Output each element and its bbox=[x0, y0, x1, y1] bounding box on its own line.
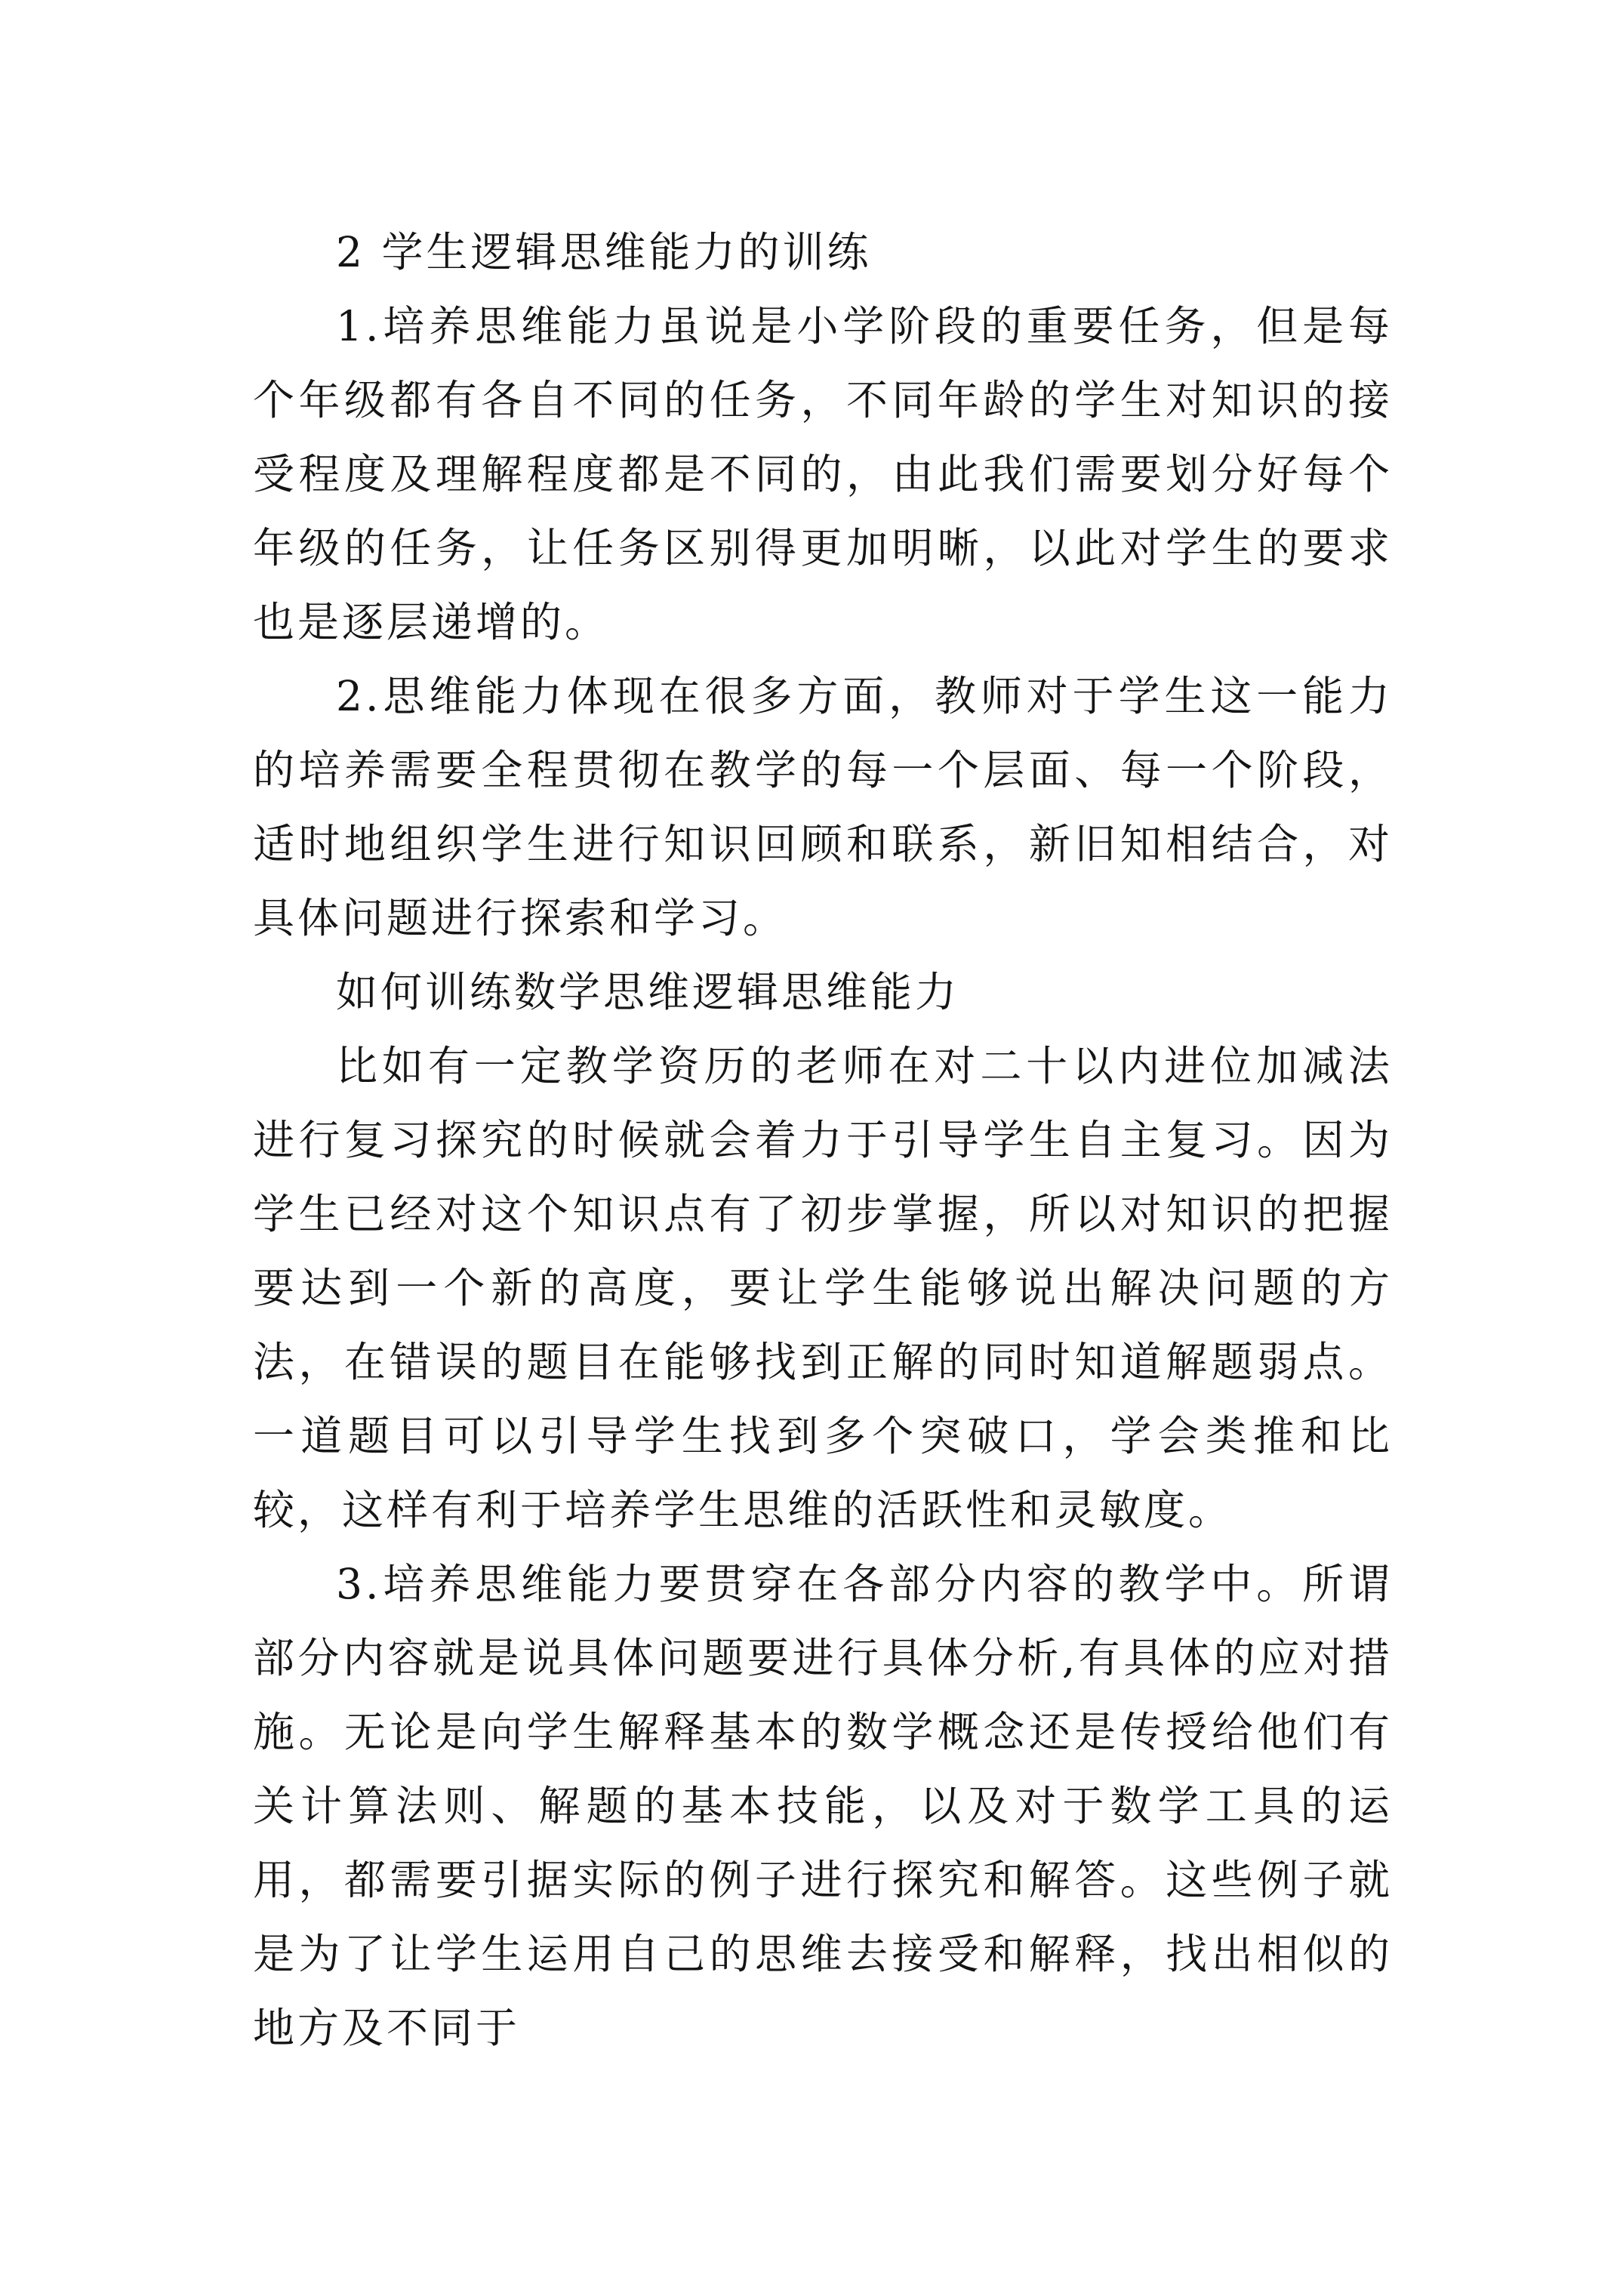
document-body bbox=[253, 215, 1393, 2065]
paragraph-point-2: 2.思维能力体现在很多方面，教师对于学生这一能力的培养需要全程贯彻在教学的每一个层面、每一个阶段，适时地组织学生进行知识回顾和联系，新旧知相结合，对具体问题进行探索和学习。 bbox=[253, 672, 1393, 942]
paragraph-point-1: 1.培养思维能力虽说是小学阶段的重要任务，但是每个年级都有各自不同的任务，不同年龄的学生对知识的接受程度及理解程度都是不同的，由此我们需要划分好每个年级的任务，让任务区别得更加明晰，以此对学生的要求也是逐层递增的。 bbox=[253, 302, 1393, 646]
section-heading: 2 学生逻辑思维能力的训练 bbox=[336, 228, 872, 276]
subheading: 如何训练数学思维逻辑思维能力 bbox=[336, 968, 960, 1016]
paragraph-example: 比如有一定教学资历的老师在对二十以内进位加减法进行复习探究的时候就会着力于引导学生自主复习。因为学生已经对这个知识点有了初步掌握，所以对知识的把握要达到一个新的高度，要让学生能够说出解决问题的方法，在错误的题目在能够找到正解的同时知道解题弱点。一道题目可以引导学生找到多个突破口，学会类推和比较，这样有利于培养学生思维的活跃性和灵敏度。 bbox=[253, 1042, 1393, 1534]
paragraph-point-3: 3.培养思维能力要贯穿在各部分内容的教学中。所谓部分内容就是说具体问题要进行具体分析,有具体的应对措施。无论是向学生解释基本的数学概念还是传授给他们有关计算法则、解题的基本技能，以及对于数学工具的运用，都需要引据实际的例子进行探究和解答。这些例子就是为了让学生运用自己的思维去接受和解释，找出相似的地方及不同于 bbox=[253, 1560, 1393, 2052]
